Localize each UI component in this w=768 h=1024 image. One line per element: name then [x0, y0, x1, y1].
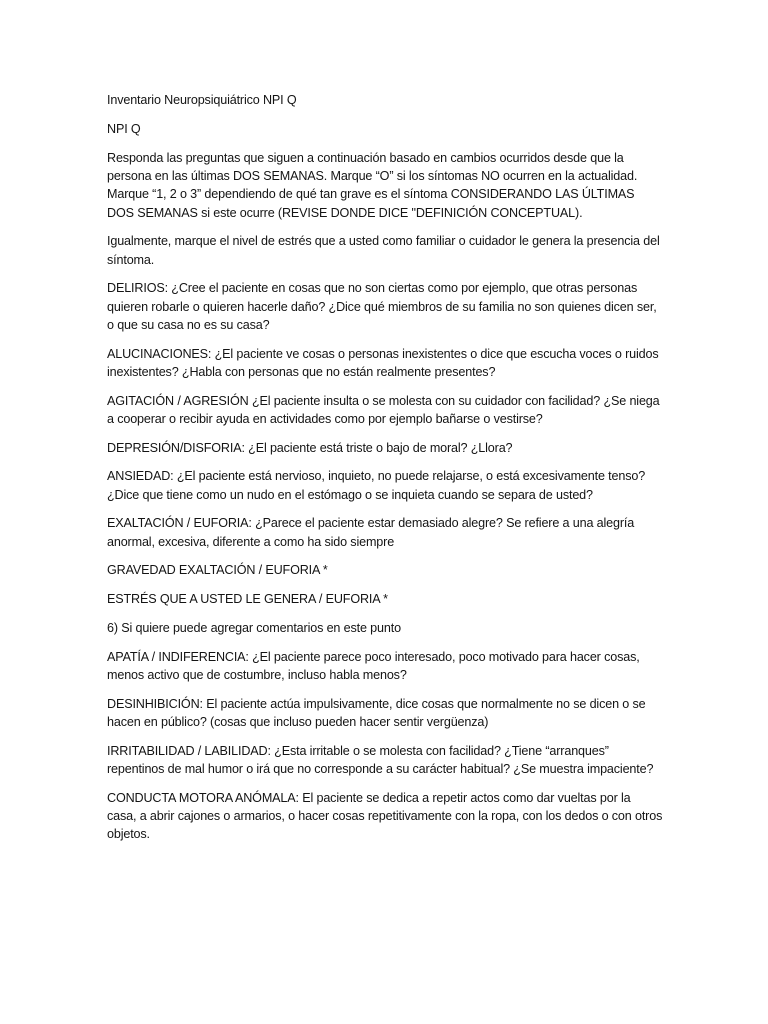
stress-instructions-paragraph: Igualmente, marque el nivel de estrés que a usted como familiar o cuidador le genera la presencia del síntoma.: [107, 234, 660, 267]
comentarios-paragraph: 6) Si quiere puede agregar comentarios en este punto: [107, 621, 401, 635]
estres-euforia-paragraph: ESTRÉS QUE A USTED LE GENERA / EUFORIA *: [107, 592, 388, 607]
depresion-paragraph: DEPRESIÓN/DISFORIA: ¿El paciente está triste o bajo de moral? ¿Llora?: [107, 440, 513, 455]
document-body: [107, 91, 663, 854]
instructions-paragraph: Responda las preguntas que siguen a continuación basado en cambios ocurridos desde que la persona en las últimas DOS SEMANAS. Marque “O” si los síntomas NO ocurren en la actualidad. Marque “1, 2 o 3” dependiendo de qué tan grave es el síntoma CONSIDERANDO LAS ÚLTIMAS DOS SEMANAS si este ocurre (REVISE DONDE DICE "DEFINICIÓN CONCEPTUAL).: [107, 151, 638, 220]
desinhibicion-paragraph: DESINHIBICIÓN: El paciente actúa impulsivamente, dice cosas que normalmente no se dicen o se hacen en público? (cosas que incluso pueden hacer sentir vergüenza): [107, 696, 646, 729]
exaltacion-paragraph: EXALTACIÓN / EUFORIA: ¿Parece el paciente estar demasiado alegre? Se refiere a una alegría anormal, excesiva, diferente a como ha sido siempre: [107, 516, 635, 549]
ansiedad-paragraph: ANSIEDAD: ¿El paciente está nervioso, inquieto, no puede relajarse, o está excesivamente tenso? ¿Dice que tiene como un nudo en el estómago o se inquieta cuando se separa de usted?: [107, 469, 646, 502]
conducta-motora-paragraph: CONDUCTA MOTORA ANÓMALA: El paciente se dedica a repetir actos como dar vueltas por la casa, a abrir cajones o armarios, o hacer cosas repetitivamente con la ropa, con los dedos o con otros objetos.: [107, 790, 663, 842]
gravedad-exaltacion-paragraph: GRAVEDAD EXALTACIÓN / EUFORIA *: [107, 563, 328, 578]
delirios-paragraph: DELIRIOS: ¿Cree el paciente en cosas que no son ciertas como por ejemplo, que otras personas quieren robarle o quieren hacerle daño? ¿Dice qué miembros de su familia no son quienes dicen ser, o que su casa no es su casa?: [107, 281, 657, 332]
agitacion-paragraph: AGITACIÓN / AGRESIÓN ¿El paciente insulta o se molesta con su cuidador con facilidad? ¿Se niega a cooperar o recibir ayuda en actividades como por ejemplo bañarse o vestirse?: [107, 393, 660, 426]
document-title: Inventario Neuropsiquiátrico NPI Q: [107, 93, 297, 107]
alucinaciones-paragraph: ALUCINACIONES: ¿El paciente ve cosas o personas inexistentes o dice que escucha voces o ruidos inexistentes? ¿Habla con personas que no están realmente presentes?: [107, 346, 659, 379]
irritabilidad-paragraph: IRRITABILIDAD / LABILIDAD: ¿Esta irritable o se molesta con facilidad? ¿Tiene “arranques” repentinos de mal humor o irá que no corresponde a su carácter habitual? ¿Se muestra impaciente?: [107, 743, 654, 776]
document-subtitle: NPI Q: [107, 122, 141, 136]
apatia-paragraph: APATÍA / INDIFERENCIA: ¿El paciente parece poco interesado, poco motivado para hacer cosas, menos activo que de costumbre, incluso habla menos?: [107, 649, 640, 682]
